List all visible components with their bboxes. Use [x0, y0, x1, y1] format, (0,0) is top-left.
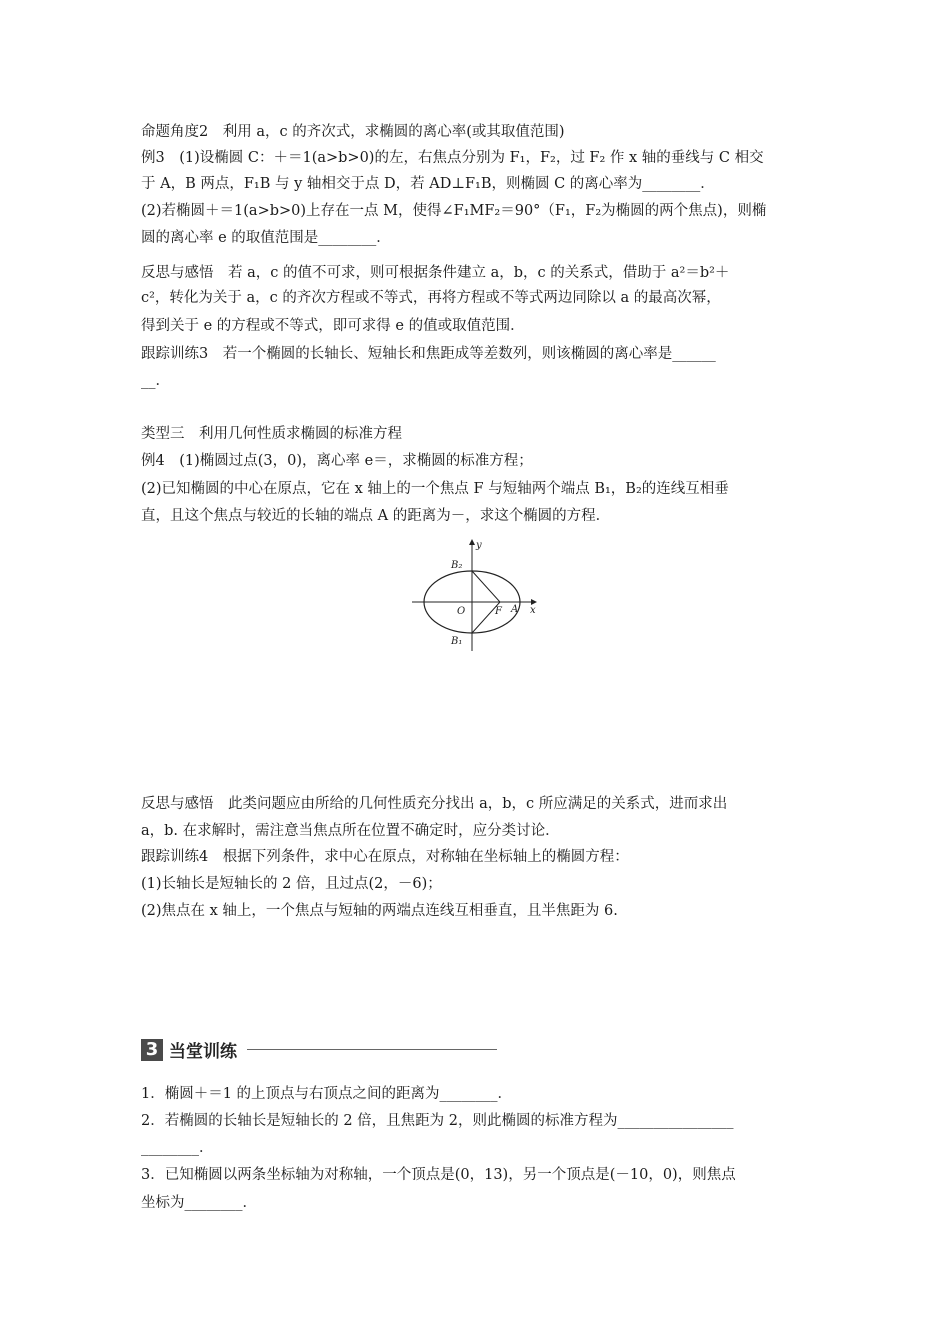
text-line: ________． [141, 1140, 214, 1156]
text-line: (2)焦点在 x 轴上，一个焦点与短轴的两端点连线互相垂直，且半焦距为 6. [141, 903, 618, 919]
text-line: (2)已知椭圆的中心在原点，它在 x 轴上的一个焦点 F 与短轴两个端点 B₁，B₂的连线互相垂 [141, 481, 729, 497]
text-line: (2)若椭圆＋＝1(a>b>0)上存在一点 M，使得∠F₁MF₂＝90°（F₁，F₂为椭圆的两个焦点)，则椭 [141, 203, 767, 219]
text-line: (1)长轴长是短轴长的 2 倍，且过点(2，－6)； [141, 876, 442, 892]
text-line: 得到关于 e 的方程或不等式，即可求得 e 的值或取值范围． [141, 318, 525, 334]
label-f: F [495, 606, 502, 617]
text-line: a，b. 在求解时，需注意当焦点所在位置不确定时，应分类讨论． [141, 823, 560, 839]
text-line: 跟踪训练3 若一个椭圆的长轴长、短轴长和焦距成等差数列，则该椭圆的离心率是______ [141, 346, 716, 362]
section-number: 3 [141, 1039, 163, 1061]
text-line: 例3 (1)设椭圆 C：＋＝1(a>b>0)的左，右焦点分别为 F₁，F₂，过 F₂ 作 x 轴的垂线与 C 相交 [141, 150, 764, 166]
section-title: 当堂训练 [169, 1042, 237, 1062]
text-line: 1．椭圆＋＝1 的上顶点与右顶点之间的距离为________． [141, 1086, 513, 1102]
text-line: __． [141, 373, 170, 389]
label-y: y [476, 540, 482, 551]
section-header [141, 1037, 497, 1062]
text-line: 圆的离心率 e 的取值范围是________． [141, 230, 391, 246]
text-line: 命题角度2 利用 a，c 的齐次式，求椭圆的离心率(或其取值范围) [141, 124, 565, 140]
text-line: 坐标为________． [141, 1195, 257, 1211]
text-line: 反思与感悟 此类问题应由所给的几何性质充分找出 a，b，c 所应满足的关系式，进而求出 [141, 796, 728, 812]
text-line: 跟踪训练4 根据下列条件，求中心在原点，对称轴在坐标轴上的椭圆方程： [141, 849, 629, 865]
text-line: 3．已知椭圆以两条坐标轴为对称轴，一个顶点是(0，13)，另一个顶点是(－10，0)，则焦点 [141, 1167, 736, 1183]
heading-type-three: 类型三 利用几何性质求椭圆的标准方程 [141, 426, 402, 442]
label-x: x [530, 605, 536, 616]
label-b2: B₂ [451, 560, 463, 571]
label-b1: B₁ [451, 636, 463, 647]
text-line: 2．若椭圆的长轴长是短轴长的 2 倍，且焦距为 2，则此椭圆的标准方程为________________ [141, 1113, 734, 1129]
text-line: 反思与感悟 若 a，c 的值不可求，则可根据条件建立 a，b，c 的关系式，借助于 a²＝b²＋ [141, 265, 730, 281]
text-line: 于 A，B 两点，F₁B 与 y 轴相交于点 D，若 AD⊥F₁B，则椭圆 C 的离心率为________． [141, 176, 715, 192]
ellipse-figure [410, 536, 540, 656]
text-line: 例4 (1)椭圆过点(3，0)，离心率 e＝，求椭圆的标准方程； [141, 453, 533, 469]
section-rule [247, 1049, 497, 1050]
label-a: A [511, 604, 519, 615]
label-o: O [457, 606, 466, 617]
text-line: c²，转化为关于 a，c 的齐次方程或不等式，再将方程或不等式两边同除以 a 的最高次幂， [141, 290, 721, 306]
text-line: 直，且这个焦点与较近的长轴的端点 A 的距离为－，求这个椭圆的方程． [141, 508, 611, 524]
